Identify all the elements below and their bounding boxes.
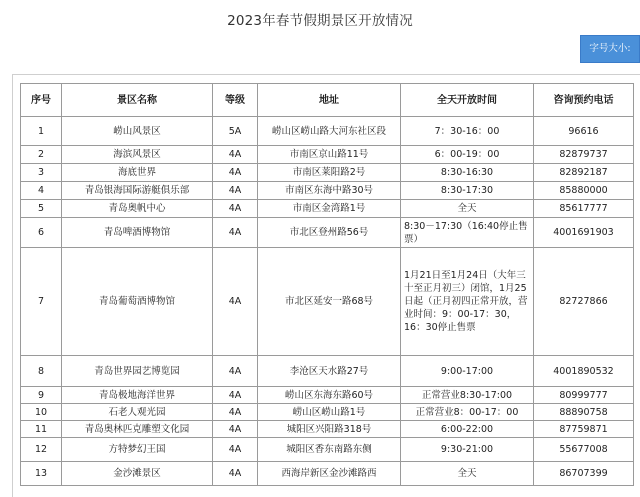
cell-name: 青岛奥帆中心 bbox=[62, 200, 213, 218]
cell-no: 9 bbox=[21, 387, 62, 404]
table-row bbox=[21, 462, 634, 486]
cell-name: 青岛银海国际游艇俱乐部 bbox=[62, 182, 213, 200]
cell-level: 4A bbox=[213, 248, 258, 356]
cell-hours: 8:30-16:30 bbox=[401, 164, 534, 182]
cell-phone: 55677008 bbox=[534, 438, 634, 462]
cell-hours: 6：00-19：00 bbox=[401, 146, 534, 164]
content-frame bbox=[12, 74, 640, 497]
cell-address: 崂山区东海东路60号 bbox=[258, 387, 401, 404]
cell-address: 市北区延安一路68号 bbox=[258, 248, 401, 356]
cell-phone: 4001890532 bbox=[534, 356, 634, 387]
cell-no: 2 bbox=[21, 146, 62, 164]
cell-hours: 1月21日至1月24日（大年三十至正月初三）闭馆，1月25日起（正月初四正常开放，营业时间：9：00-17：30，16：30停止售票 bbox=[401, 248, 534, 356]
table-row bbox=[21, 146, 634, 164]
cell-name: 青岛极地海洋世界 bbox=[62, 387, 213, 404]
header-address: 地址 bbox=[258, 84, 401, 117]
cell-hours: 8:30-17:30 bbox=[401, 182, 534, 200]
cell-hours: 全天 bbox=[401, 200, 534, 218]
cell-hours: 6:00-22:00 bbox=[401, 421, 534, 438]
cell-level: 4A bbox=[213, 387, 258, 404]
cell-level: 4A bbox=[213, 421, 258, 438]
cell-phone: 82727866 bbox=[534, 248, 634, 356]
cell-level: 4A bbox=[213, 200, 258, 218]
cell-address: 西海岸新区金沙滩路西 bbox=[258, 462, 401, 486]
cell-level: 4A bbox=[213, 462, 258, 486]
table-row bbox=[21, 404, 634, 421]
cell-phone: 96616 bbox=[534, 117, 634, 146]
cell-address: 市南区京山路11号 bbox=[258, 146, 401, 164]
cell-phone: 88890758 bbox=[534, 404, 634, 421]
cell-phone: 80999777 bbox=[534, 387, 634, 404]
header-phone: 咨询预约电话 bbox=[534, 84, 634, 117]
table-row bbox=[21, 182, 634, 200]
cell-hours: 7：30-16：00 bbox=[401, 117, 534, 146]
cell-address: 市南区莱阳路2号 bbox=[258, 164, 401, 182]
table-row bbox=[21, 387, 634, 404]
cell-no: 7 bbox=[21, 248, 62, 356]
cell-name: 海底世界 bbox=[62, 164, 213, 182]
cell-phone: 82892187 bbox=[534, 164, 634, 182]
cell-name: 金沙滩景区 bbox=[62, 462, 213, 486]
cell-level: 4A bbox=[213, 164, 258, 182]
cell-address: 城阳区香东南路东侧 bbox=[258, 438, 401, 462]
cell-name: 崂山风景区 bbox=[62, 117, 213, 146]
cell-level: 4A bbox=[213, 182, 258, 200]
cell-level: 4A bbox=[213, 404, 258, 421]
header-no: 序号 bbox=[21, 84, 62, 117]
cell-name: 青岛世界园艺博览园 bbox=[62, 356, 213, 387]
cell-level: 4A bbox=[213, 438, 258, 462]
cell-hours: 8:30－17:30（16:40停止售票） bbox=[401, 218, 534, 248]
table-row bbox=[21, 438, 634, 462]
page-header bbox=[0, 0, 640, 64]
cell-address: 市北区登州路56号 bbox=[258, 218, 401, 248]
cell-address: 市南区东海中路30号 bbox=[258, 182, 401, 200]
cell-hours: 9:30-21:00 bbox=[401, 438, 534, 462]
cell-hours: 正常营业8：00-17：00 bbox=[401, 404, 534, 421]
cell-phone: 4001691903 bbox=[534, 218, 634, 248]
cell-no: 10 bbox=[21, 404, 62, 421]
cell-name: 青岛奥林匹克雕塑文化园 bbox=[62, 421, 213, 438]
cell-no: 8 bbox=[21, 356, 62, 387]
cell-no: 11 bbox=[21, 421, 62, 438]
cell-phone: 82879737 bbox=[534, 146, 634, 164]
cell-address: 崂山区崂山路1号 bbox=[258, 404, 401, 421]
table-row bbox=[21, 421, 634, 438]
table-row bbox=[21, 200, 634, 218]
cell-address: 李沧区天水路27号 bbox=[258, 356, 401, 387]
cell-address: 城阳区兴阳路318号 bbox=[258, 421, 401, 438]
cell-phone: 85617777 bbox=[534, 200, 634, 218]
page-title: 2023年春节假期景区开放情况 bbox=[227, 13, 413, 29]
cell-no: 3 bbox=[21, 164, 62, 182]
table-row bbox=[21, 248, 634, 356]
header-level: 等级 bbox=[213, 84, 258, 117]
cell-name: 青岛啤酒博物馆 bbox=[62, 218, 213, 248]
cell-no: 12 bbox=[21, 438, 62, 462]
header-hours: 全天开放时间 bbox=[401, 84, 534, 117]
table-row bbox=[21, 356, 634, 387]
cell-no: 4 bbox=[21, 182, 62, 200]
table-row bbox=[21, 117, 634, 146]
cell-name: 方特梦幻王国 bbox=[62, 438, 213, 462]
cell-no: 1 bbox=[21, 117, 62, 146]
cell-name: 青岛葡萄酒博物馆 bbox=[62, 248, 213, 356]
font-size-button[interactable]: 字号大小: bbox=[580, 35, 640, 63]
table-header-row bbox=[21, 84, 634, 117]
table-row bbox=[21, 218, 634, 248]
cell-address: 崂山区崂山路大河东社区段 bbox=[258, 117, 401, 146]
cell-address: 市南区金湾路1号 bbox=[258, 200, 401, 218]
cell-hours: 正常营业8:30-17:00 bbox=[401, 387, 534, 404]
cell-no: 5 bbox=[21, 200, 62, 218]
cell-name: 海滨风景区 bbox=[62, 146, 213, 164]
table-row bbox=[21, 164, 634, 182]
cell-no: 6 bbox=[21, 218, 62, 248]
cell-level: 4A bbox=[213, 218, 258, 248]
cell-hours: 9:00-17:00 bbox=[401, 356, 534, 387]
cell-phone: 85880000 bbox=[534, 182, 634, 200]
cell-level: 4A bbox=[213, 146, 258, 164]
scenic-spots-table bbox=[20, 83, 634, 486]
cell-level: 5A bbox=[213, 117, 258, 146]
header-name: 景区名称 bbox=[62, 84, 213, 117]
cell-no: 13 bbox=[21, 462, 62, 486]
cell-level: 4A bbox=[213, 356, 258, 387]
cell-name: 石老人观光园 bbox=[62, 404, 213, 421]
cell-phone: 87759871 bbox=[534, 421, 634, 438]
cell-phone: 86707399 bbox=[534, 462, 634, 486]
cell-hours: 全天 bbox=[401, 462, 534, 486]
